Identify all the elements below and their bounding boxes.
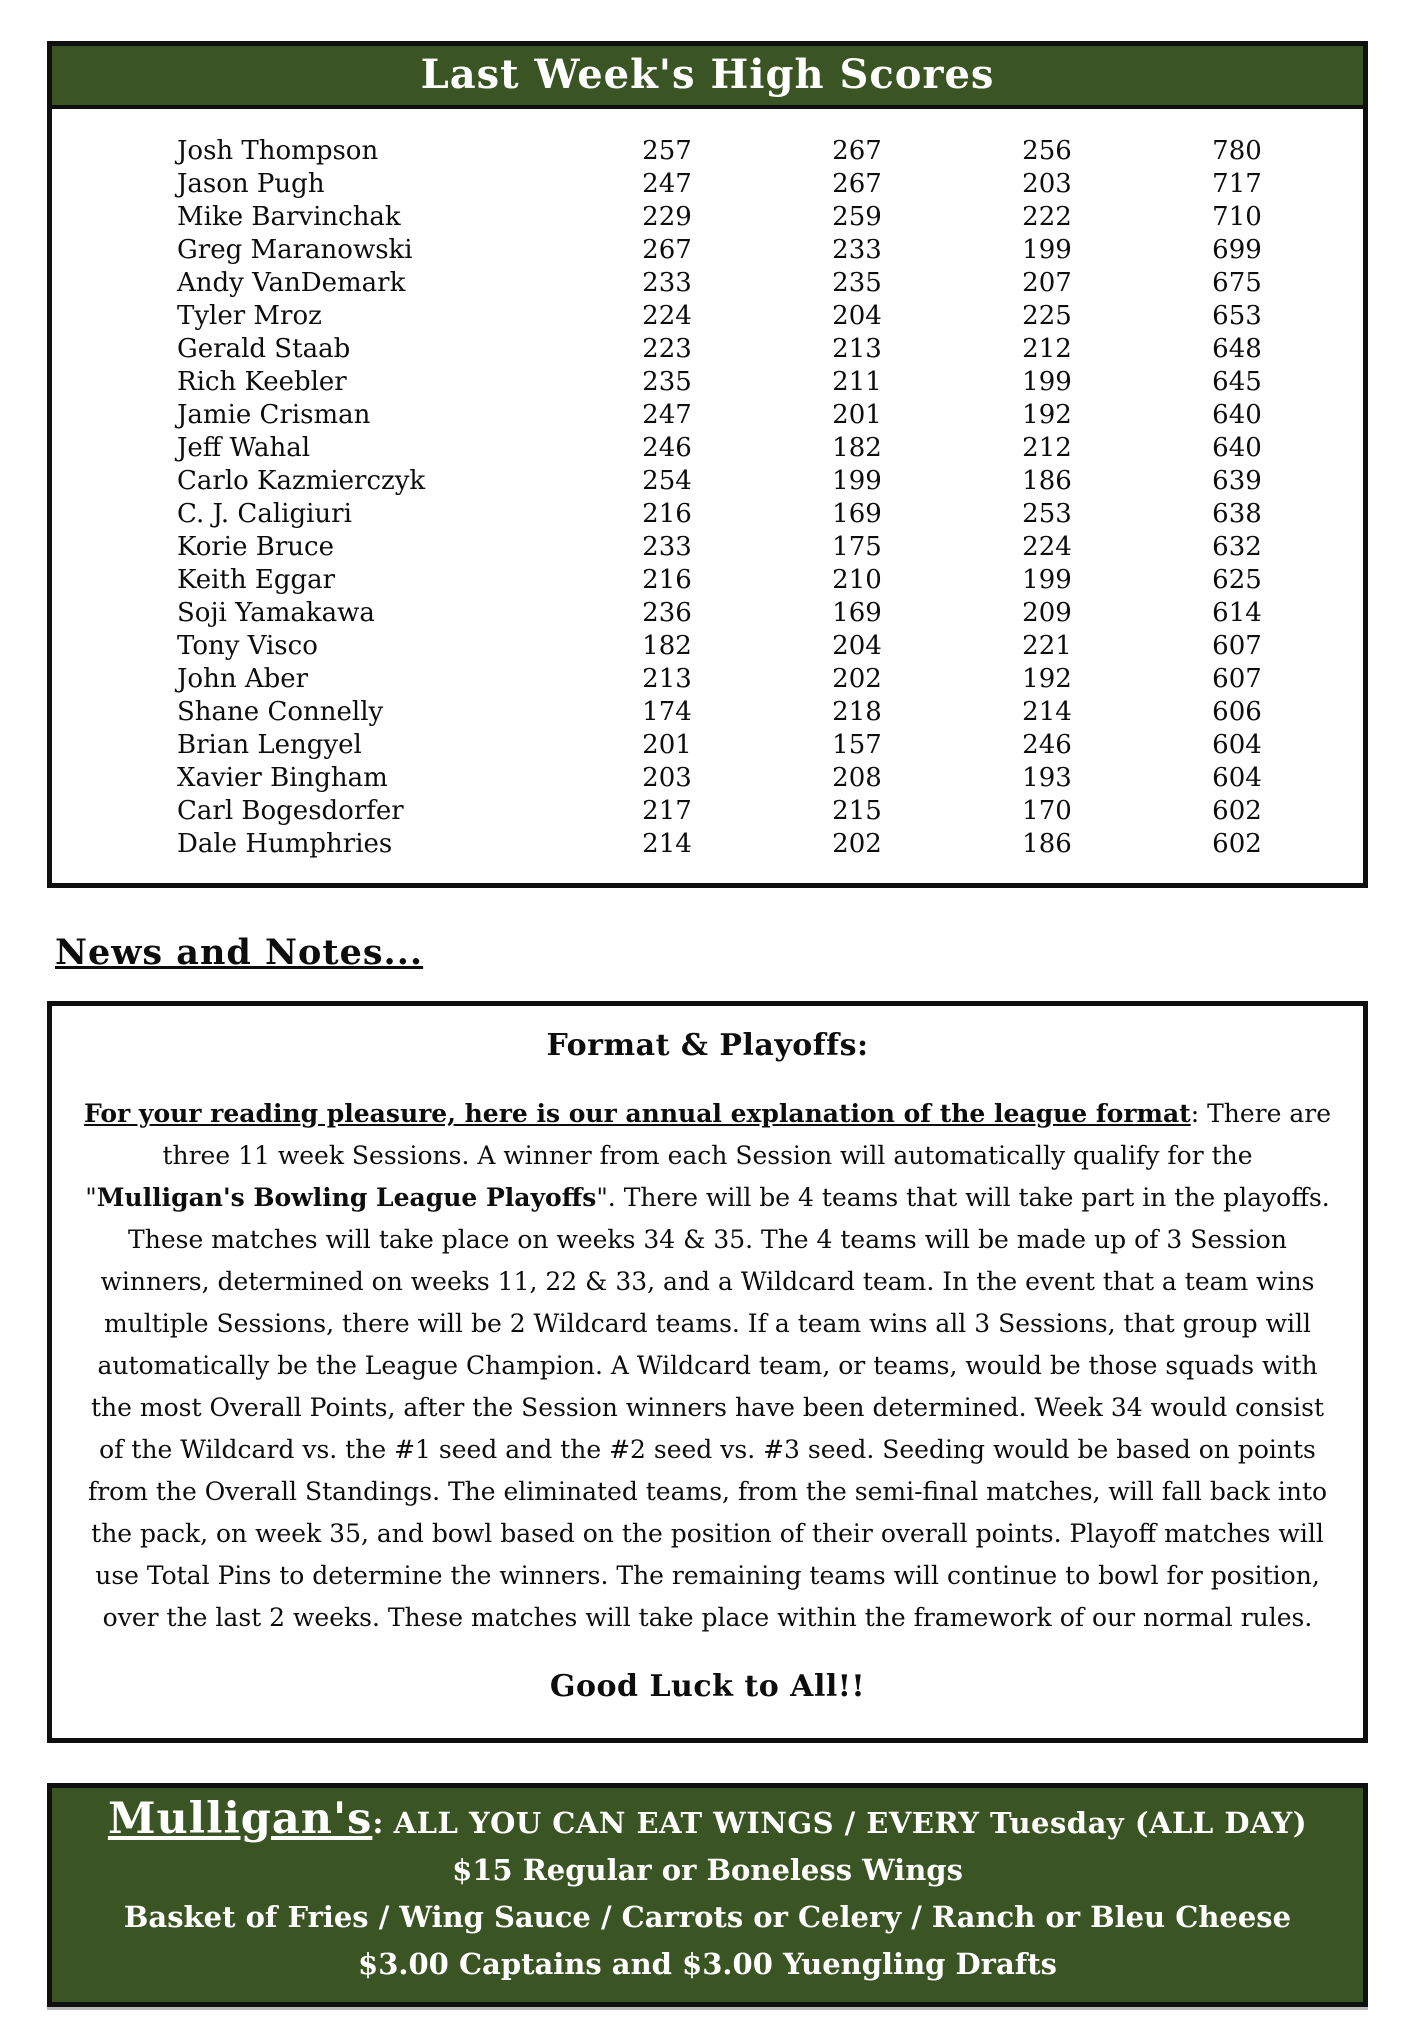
game2-score: 267 bbox=[832, 169, 882, 199]
table-row bbox=[52, 498, 1363, 531]
game1-score: 233 bbox=[642, 268, 692, 298]
game3-score: 192 bbox=[1022, 400, 1072, 430]
table-row bbox=[52, 201, 1363, 234]
game2-score: 169 bbox=[832, 499, 882, 529]
total-score: 625 bbox=[1212, 565, 1262, 595]
game3-score: 214 bbox=[1022, 697, 1072, 727]
high-scores-title: Last Week's High Scores bbox=[420, 51, 995, 98]
player-name: Jeff Wahal bbox=[177, 433, 311, 463]
table-row bbox=[52, 135, 1363, 168]
table-row bbox=[52, 432, 1363, 465]
game3-score: 193 bbox=[1022, 763, 1072, 793]
total-score: 640 bbox=[1212, 433, 1262, 463]
game3-score: 170 bbox=[1022, 796, 1072, 826]
game2-score: 213 bbox=[832, 334, 882, 364]
game3-score: 212 bbox=[1022, 433, 1072, 463]
game2-score: 235 bbox=[832, 268, 882, 298]
table-row bbox=[52, 828, 1363, 861]
ad-line-1-text: ALL YOU CAN EAT WINGS / EVERY Tuesday (ALL DAY) bbox=[393, 1806, 1308, 1840]
game1-score: 201 bbox=[642, 730, 692, 760]
total-score: 602 bbox=[1212, 829, 1262, 859]
scores-table-body bbox=[52, 109, 1363, 883]
total-score: 699 bbox=[1212, 235, 1262, 265]
ad-line-2: $15 Regular or Boneless Wings bbox=[452, 1853, 963, 1887]
ad-line-3: Basket of Fries / Wing Sauce / Carrots or Celery / Ranch or Bleu Cheese bbox=[123, 1900, 1292, 1934]
game3-score: 199 bbox=[1022, 235, 1072, 265]
game2-score: 210 bbox=[832, 565, 882, 595]
player-name: Greg Maranowski bbox=[177, 235, 413, 265]
format-playoffs-heading: Format & Playoffs: bbox=[546, 1028, 869, 1063]
total-score: 602 bbox=[1212, 796, 1262, 826]
game1-score: 224 bbox=[642, 301, 692, 331]
table-row bbox=[52, 696, 1363, 729]
table-row bbox=[52, 729, 1363, 762]
mulligans-brand: Mulligan's bbox=[107, 1794, 373, 1844]
format-playoffs-panel bbox=[47, 1001, 1368, 1743]
game2-score: 233 bbox=[832, 235, 882, 265]
table-row bbox=[52, 234, 1363, 267]
game3-score: 207 bbox=[1022, 268, 1072, 298]
game2-score: 175 bbox=[832, 532, 882, 562]
player-name: Andy VanDemark bbox=[177, 268, 406, 298]
table-row bbox=[52, 300, 1363, 333]
player-name: Mike Barvinchak bbox=[177, 202, 401, 232]
news-and-notes-heading: News and Notes... bbox=[55, 932, 424, 973]
ad-line-1 bbox=[62, 1796, 1353, 1847]
total-score: 675 bbox=[1212, 268, 1262, 298]
game3-score: 192 bbox=[1022, 664, 1072, 694]
total-score: 606 bbox=[1212, 697, 1262, 727]
game2-score: 204 bbox=[832, 301, 882, 331]
game1-score: 267 bbox=[642, 235, 692, 265]
table-row bbox=[52, 465, 1363, 498]
table-row bbox=[52, 399, 1363, 432]
game1-score: 229 bbox=[642, 202, 692, 232]
game3-score: 186 bbox=[1022, 829, 1072, 859]
brand-colon: : bbox=[372, 1806, 384, 1841]
player-name: Brian Lengyel bbox=[177, 730, 362, 760]
table-row bbox=[52, 267, 1363, 300]
game2-score: 202 bbox=[832, 829, 882, 859]
high-scores-panel bbox=[47, 41, 1368, 888]
total-score: 614 bbox=[1212, 598, 1262, 628]
game3-score: 225 bbox=[1022, 301, 1072, 331]
game3-score: 246 bbox=[1022, 730, 1072, 760]
mulligans-ad-banner bbox=[47, 1783, 1368, 2007]
game1-score: 235 bbox=[642, 367, 692, 397]
game1-score: 236 bbox=[642, 598, 692, 628]
player-name: Xavier Bingham bbox=[177, 763, 388, 793]
player-name: Jason Pugh bbox=[177, 169, 325, 199]
game2-score: 267 bbox=[832, 136, 882, 166]
game2-score: 204 bbox=[832, 631, 882, 661]
game3-score: 221 bbox=[1022, 631, 1072, 661]
total-score: 717 bbox=[1212, 169, 1262, 199]
table-row bbox=[52, 168, 1363, 201]
game3-score: 222 bbox=[1022, 202, 1072, 232]
game2-score: 182 bbox=[832, 433, 882, 463]
game1-score: 223 bbox=[642, 334, 692, 364]
game3-score: 224 bbox=[1022, 532, 1072, 562]
good-luck-message: Good Luck to All!! bbox=[549, 1669, 866, 1704]
game3-score: 212 bbox=[1022, 334, 1072, 364]
player-name: Korie Bruce bbox=[177, 532, 335, 562]
game1-score: 247 bbox=[642, 400, 692, 430]
player-name: Carl Bogesdorfer bbox=[177, 796, 404, 826]
player-name: Shane Connelly bbox=[177, 697, 384, 727]
game1-score: 182 bbox=[642, 631, 692, 661]
table-row bbox=[52, 762, 1363, 795]
ad-line-4: $3.00 Captains and $3.00 Yuengling Drafts bbox=[358, 1947, 1057, 1981]
player-name: Keith Eggar bbox=[177, 565, 336, 595]
game2-score: 199 bbox=[832, 466, 882, 496]
game1-score: 257 bbox=[642, 136, 692, 166]
total-score: 648 bbox=[1212, 334, 1262, 364]
game2-score: 208 bbox=[832, 763, 882, 793]
player-name: Tony Visco bbox=[177, 631, 318, 661]
total-score: 604 bbox=[1212, 730, 1262, 760]
game1-score: 247 bbox=[642, 169, 692, 199]
player-name: Tyler Mroz bbox=[177, 301, 322, 331]
game2-score: 201 bbox=[832, 400, 882, 430]
game2-score: 259 bbox=[832, 202, 882, 232]
total-score: 632 bbox=[1212, 532, 1262, 562]
total-score: 604 bbox=[1212, 763, 1262, 793]
game3-score: 199 bbox=[1022, 367, 1072, 397]
player-name: Carlo Kazmierczyk bbox=[177, 466, 426, 496]
table-row bbox=[52, 333, 1363, 366]
player-name: Jamie Crisman bbox=[177, 400, 371, 430]
player-name: Dale Humphries bbox=[177, 829, 393, 859]
total-score: 710 bbox=[1212, 202, 1262, 232]
table-row bbox=[52, 630, 1363, 663]
total-score: 780 bbox=[1212, 136, 1262, 166]
game3-score: 203 bbox=[1022, 169, 1072, 199]
player-name: Gerald Staab bbox=[177, 334, 351, 364]
game3-score: 209 bbox=[1022, 598, 1072, 628]
game2-score: 157 bbox=[832, 730, 882, 760]
game1-score: 174 bbox=[642, 697, 692, 727]
total-score: 640 bbox=[1212, 400, 1262, 430]
game2-score: 215 bbox=[832, 796, 882, 826]
game1-score: 246 bbox=[642, 433, 692, 463]
game2-score: 218 bbox=[832, 697, 882, 727]
game3-score: 199 bbox=[1022, 565, 1072, 595]
table-row bbox=[52, 564, 1363, 597]
player-name: John Aber bbox=[177, 664, 309, 694]
table-row bbox=[52, 366, 1363, 399]
total-score: 653 bbox=[1212, 301, 1262, 331]
game2-score: 211 bbox=[832, 367, 882, 397]
player-name: Soji Yamakawa bbox=[177, 598, 375, 628]
format-paragraph: For your reading pleasure, here is our annual explanation of the league format: There are three 11 week Sessions. A winner from each Session will automatically qualify for the "Mulligan's Bowling League Playoffs". There will be 4 teams that will take part in the playoffs. These matches will take place on weeks 34 & 35. The 4 teams will be made up of 3 Session winners, determined on weeks 11, 22 & 33, and a Wildcard team. In the event that a team wins multiple Sessions, there will be 2 Wildcard teams. If a team wins all 3 Sessions, that group will automatically be the League Champion. A Wildcard team, or teams, would be those squads with the most Overall Points, after the Session winners have been determined. Week 34 would consist of the Wildcard vs. the #1 seed and the #2 seed vs. #3 seed. Seeding would be based on points from the Overall Standings. The eliminated teams, from the semi-final matches, will fall back into the pack, on week 35, and bowl based on the position of their overall points. Playoff matches will use Total Pins to determine the winners. The remaining teams will continue to bowl for position, over the last 2 weeks. These matches will take place within the framework of our normal rules. bbox=[84, 1099, 1331, 1632]
table-row bbox=[52, 663, 1363, 696]
game1-score: 203 bbox=[642, 763, 692, 793]
total-score: 607 bbox=[1212, 664, 1262, 694]
table-row bbox=[52, 531, 1363, 564]
total-score: 607 bbox=[1212, 631, 1262, 661]
game1-score: 213 bbox=[642, 664, 692, 694]
player-name: Josh Thompson bbox=[177, 136, 379, 166]
game2-score: 169 bbox=[832, 598, 882, 628]
table-row bbox=[52, 597, 1363, 630]
total-score: 639 bbox=[1212, 466, 1262, 496]
game3-score: 256 bbox=[1022, 136, 1072, 166]
game3-score: 253 bbox=[1022, 499, 1072, 529]
table-row bbox=[52, 795, 1363, 828]
total-score: 645 bbox=[1212, 367, 1262, 397]
game3-score: 186 bbox=[1022, 466, 1072, 496]
game1-score: 254 bbox=[642, 466, 692, 496]
player-name: C. J. Caligiuri bbox=[177, 499, 352, 529]
game1-score: 233 bbox=[642, 532, 692, 562]
game1-score: 216 bbox=[642, 499, 692, 529]
high-scores-header bbox=[52, 46, 1363, 109]
player-name: Rich Keebler bbox=[177, 367, 347, 397]
game1-score: 216 bbox=[642, 565, 692, 595]
total-score: 638 bbox=[1212, 499, 1262, 529]
game2-score: 202 bbox=[832, 664, 882, 694]
game1-score: 217 bbox=[642, 796, 692, 826]
game1-score: 214 bbox=[642, 829, 692, 859]
